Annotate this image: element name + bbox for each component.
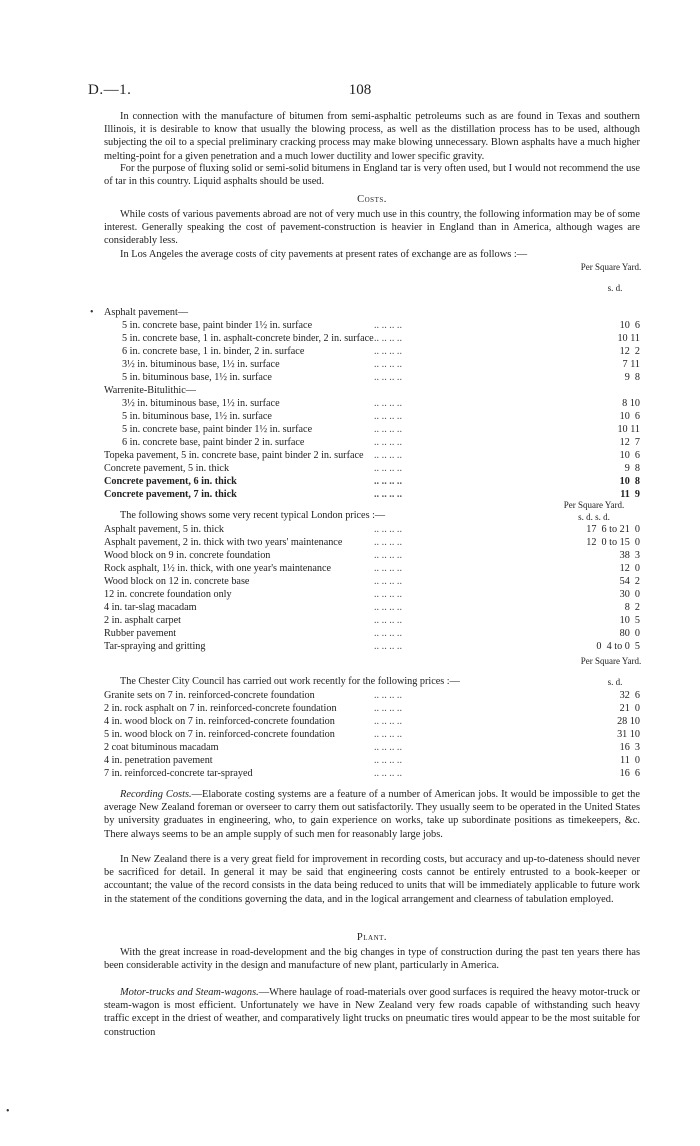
london-column-heading: Per Square Yard. [563,500,625,510]
paragraph-recording-costs [104,788,640,841]
leader-dots: .. .. .. .. [374,628,403,639]
row-price: 32 6 [619,690,640,701]
row-label: 3½ in. bituminous base, 1½ in. surface [122,359,280,370]
row-label: Asphalt pavement, 2 in. thick with two years' maintenance [104,537,343,548]
table-row [104,319,640,332]
table-row [104,715,640,728]
margin-mark: • [6,1106,10,1117]
margin-mark: • [90,307,94,318]
chester-units: s. d. [607,677,623,687]
leader-dots: .. .. .. .. [374,589,403,600]
row-price: 8 10 [622,398,640,409]
row-label: 6 in. concrete base, 1 in. binder, 2 in. surface [122,346,305,357]
la-units: s. d. [607,283,623,293]
motor-trucks-text: —Where haulage of road-materials over good surfaces is required the heavy motor-truck or steam-wagon is most efficient. Unfortunately we have in New Zealand very few roads capable of withstanding such heavy traffic except in the driest of weather, and comparatively light trucks on pneumatic tires would appear to be the most suitable for construction [104,987,640,1038]
row-price: 8 2 [624,602,640,613]
leader-dots: .. .. .. .. [374,690,403,701]
row-label: Asphalt pavement— [104,307,189,318]
row-label: Concrete pavement, 7 in. thick [104,489,237,500]
row-label: Rock asphalt, 1½ in. thick, with one year's maintenance [104,563,332,574]
row-label: Asphalt pavement, 5 in. thick [104,524,224,535]
table-row [104,689,640,702]
paragraph-plant: With the great increase in road-development and the big changes in type of construction during the past ten years there has been considerable activity in the design and manufacture of new plant, particularly in America. [104,947,640,972]
london-intro-text: The following shows some very recent typical London prices :— [120,510,386,521]
leader-dots: .. .. .. .. [374,641,403,652]
leader-dots: .. .. .. .. [374,768,403,779]
table-row [104,754,640,767]
row-price: 10 8 [619,476,640,487]
leader-dots: .. .. .. .. [374,359,403,370]
table-row [104,345,640,358]
table-row [104,640,640,653]
row-label: 2 in. asphalt carpet [104,615,181,626]
london-intro [104,509,640,522]
table-row [104,397,640,410]
row-price: 12 7 [619,437,640,448]
leader-dots: .. .. .. .. [374,716,403,727]
table-row [104,358,640,371]
row-label: 5 in. concrete base, paint binder 1½ in. surface [122,424,313,435]
table-row [104,588,640,601]
table-row [104,728,640,741]
row-label: Topeka pavement, 5 in. concrete base, paint binder 2 in. surface [104,450,364,461]
row-label: 4 in. tar-slag macadam [104,602,197,613]
row-label: Wood block on 12 in. concrete base [104,576,250,587]
row-label: Warrenite-Bitulithic— [104,385,196,396]
row-label: 5 in. concrete base, 1 in. asphalt-concrete binder, 2 in. surface [122,333,374,344]
row-price: 16 3 [619,742,640,753]
heading-costs: Costs. [357,194,387,205]
row-price: 21 0 [619,703,640,714]
table-row [104,549,640,562]
table-row [104,601,640,614]
table-row [104,562,640,575]
table-row [104,627,640,640]
row-price: 7 11 [622,359,640,370]
row-price: 10 5 [619,615,640,626]
row-label: 2 coat bituminous macadam [104,742,219,753]
row-label: 4 in. wood block on 7 in. reinforced-concrete foundation [104,716,335,727]
row-price: 80 0 [619,628,640,639]
row-price: 10 6 [619,411,640,422]
table-row [104,410,640,423]
row-price: 17 6 to 21 0 [586,524,640,535]
table-row [104,614,640,627]
leader-dots: .. .. .. .. [374,755,403,766]
leader-dots: .. .. .. .. [374,398,403,409]
row-price: 9 8 [624,372,640,383]
row-price: 10 11 [617,424,640,435]
row-price: 11 0 [620,755,640,766]
table-row [104,575,640,588]
la-column-heading: Per Square Yard. [580,262,642,272]
paragraph-new-zealand: In New Zealand there is a very great field for improvement in recording costs, but accuracy and up-to-dateness should never be sacrificed for detail. In general it may be said that engineering costs cannot be entirely entrusted to a book-keeper or accountant; the value of the record consists in the data being reduced to units that will be immediately applicable to future work in the statement of the conditions governing the data, and in the logical arrangement and clearness of tabulation employed. [104,854,640,905]
row-price: 54 2 [619,576,640,587]
leader-dots: .. .. .. .. [374,411,403,422]
chester-intro-text: The Chester City Council has carried out work recently for the following prices :— [120,676,460,687]
row-price: 0 4 to 0 5 [596,641,640,652]
table-row [104,371,640,384]
paragraph-costs-intro: While costs of various pavements abroad are not of very much use in this country, the following information may be of some interest. Generally speaking the cost of pavement-construction is heavier in England than in America, although wages are considerably less. [104,209,640,247]
paragraph-fluxing: For the purpose of fluxing solid or semi-solid bitumens in England tar is very often used, but I would not recommend the use of tar in this country. Liquid asphalts should be used. [104,163,640,188]
leader-dots: .. .. .. .. [374,537,403,548]
table-row [104,449,640,462]
paragraph-bitumen: In connection with the manufacture of bitumen from semi-asphaltic petroleums such as are found in Texas and southern Illinois, it is desirable to know that usually the blowing process, as well as the distillation process has to be used, although subjecting the oil to a special preliminary cracking process may make blowing unnecessary. Blown asphalts have a much higher melting-point for a given penetration and a much lower ductility and lower specific gravity. [104,111,640,162]
row-price: 10 6 [619,320,640,331]
row-label: 2 in. rock asphalt on 7 in. reinforced-concrete foundation [104,703,337,714]
leader-dots: .. .. .. .. [374,615,403,626]
row-label: Granite sets on 7 in. reinforced-concrete foundation [104,690,315,701]
page-number: 108 [348,82,372,98]
london-units: s. d. s. d. [578,512,610,522]
row-price: 16 6 [619,768,640,779]
row-price: 12 0 to 15 0 [586,537,640,548]
table-row [104,384,640,397]
table-row [104,475,640,488]
leader-dots: .. .. .. .. [374,320,403,331]
row-label: 7 in. reinforced-concrete tar-sprayed [104,768,253,779]
table-row [104,536,640,549]
row-label: 6 in. concrete base, paint binder 2 in. surface [122,437,305,448]
row-price: 28 10 [617,716,640,727]
leader-dots: .. .. .. .. [374,463,403,474]
leader-dots: .. .. .. .. [374,729,403,740]
row-price: 38 3 [619,550,640,561]
row-label: Concrete pavement, 6 in. thick [104,476,237,487]
leader-dots: .. .. .. .. [374,576,403,587]
row-price: 9 8 [624,463,640,474]
row-price: 11 9 [620,489,640,500]
row-price: 10 11 [617,333,640,344]
report-reference: D.—1. [88,82,132,98]
table-row [104,741,640,754]
leader-dots: .. .. .. .. [374,550,403,561]
leader-dots: .. .. .. .. [374,333,403,344]
row-label: 5 in. bituminous base, 1½ in. surface [122,411,272,422]
recording-costs-text: —Elaborate costing systems are a feature of a number of American jobs. It would be impossible to get the average New Zealand foreman or overseer to carry them out satisfactorily. They usually seem to be operated in the United States by university graduates in engineering, who, to gain experience on works, take up subordinate positions as timekeepers, &c. There always seems to be an ample supply of such men for reasonably large jobs. [104,789,640,840]
row-label: 3½ in. bituminous base, 1½ in. surface [122,398,280,409]
leader-dots: .. .. .. .. [374,372,403,383]
leader-dots: .. .. .. .. [374,450,403,461]
leader-dots: .. .. .. .. [374,476,403,487]
row-label: 4 in. penetration pavement [104,755,213,766]
row-label: 12 in. concrete foundation only [104,589,232,600]
heading-plant: Plant. [356,932,388,943]
table-row [104,462,640,475]
row-price: 31 10 [617,729,640,740]
leader-dots: .. .. .. .. [374,524,403,535]
row-label: 5 in. concrete base, paint binder 1½ in. surface [122,320,313,331]
row-label: Tar-spraying and gritting [104,641,206,652]
row-label: 5 in. bituminous base, 1½ in. surface [122,372,272,383]
table-row [104,702,640,715]
leader-dots: .. .. .. .. [374,437,403,448]
row-price: 10 6 [619,450,640,461]
row-price: 30 0 [619,589,640,600]
row-label: Wood block on 9 in. concrete foundation [104,550,271,561]
leader-dots: .. .. .. .. [374,703,403,714]
table-row [104,332,640,345]
table-row [104,306,640,319]
row-label: Rubber pavement [104,628,177,639]
recording-costs-title: Recording Costs. [120,789,192,800]
leader-dots: .. .. .. .. [374,742,403,753]
table-row [104,436,640,449]
paragraph-motor-trucks [104,986,640,1039]
table-row [104,523,640,536]
chester-intro [104,675,640,688]
row-price: 12 0 [619,563,640,574]
table-row [104,767,640,780]
row-price: 12 2 [619,346,640,357]
leader-dots: .. .. .. .. [374,563,403,574]
paragraph-los-angeles: In Los Angeles the average costs of city pavements at present rates of exchange are as follows :— [120,249,528,260]
leader-dots: .. .. .. .. [374,489,403,500]
chester-column-heading: Per Square Yard. [580,656,642,666]
row-label: 5 in. wood block on 7 in. reinforced-concrete foundation [104,729,335,740]
table-row [104,423,640,436]
leader-dots: .. .. .. .. [374,424,403,435]
leader-dots: .. .. .. .. [374,346,403,357]
motor-trucks-title: Motor-trucks and Steam-wagons. [120,987,259,998]
leader-dots: .. .. .. .. [374,602,403,613]
row-label: Concrete pavement, 5 in. thick [104,463,230,474]
